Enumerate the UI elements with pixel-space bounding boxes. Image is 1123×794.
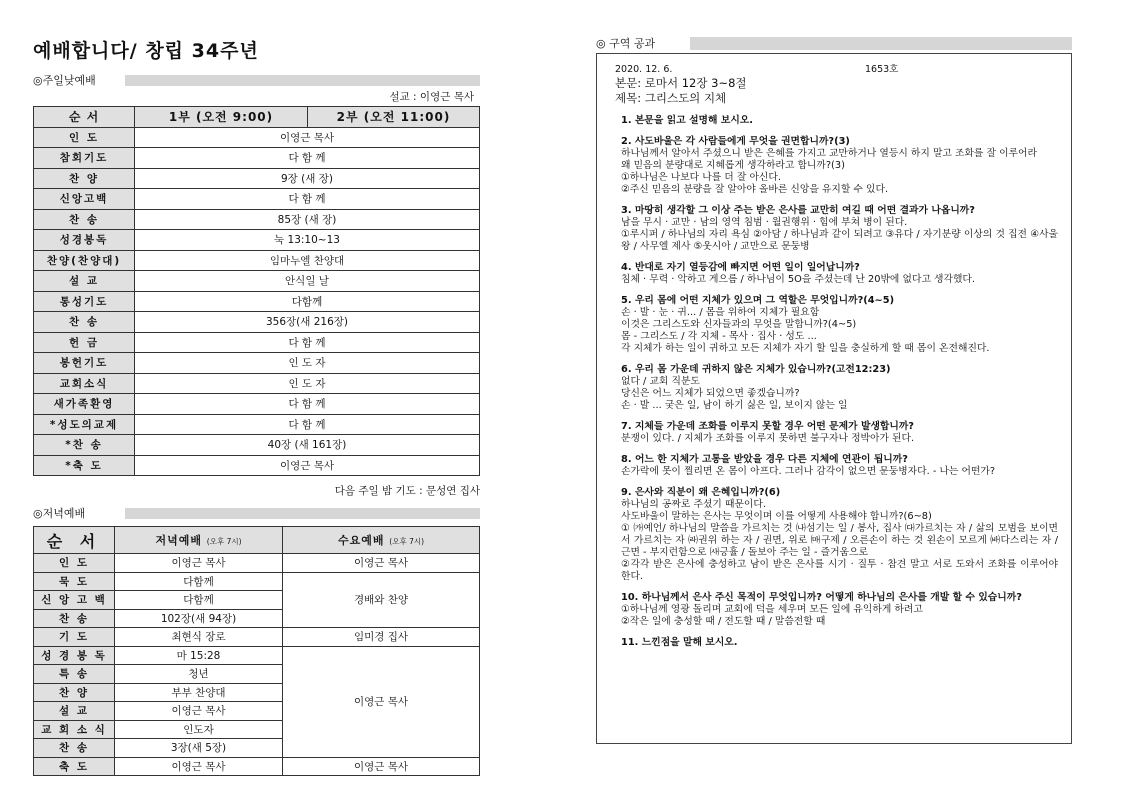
value-cell: 40장 (새 161장) xyxy=(135,435,480,456)
answer-line: 이것은 그리스도와 신자들과의 무엇을 말합니까?(4~5) xyxy=(621,319,857,330)
order-cell: 묵 도 xyxy=(34,572,115,591)
order-cell: 새가족환영 xyxy=(34,394,135,415)
sunday-service-table xyxy=(33,106,480,476)
value-cell: 85장 (새 장) xyxy=(135,209,480,230)
question: 11. 느낀점을 말해 보시오. xyxy=(621,637,738,648)
question: 10. 하나님께서 은사 주신 목적이 무엇입니까? 어떻게 하나님의 은사를 개발 할 수 있습니까? xyxy=(621,592,1022,603)
question: 1. 본문을 읽고 설명해 보시오. xyxy=(621,115,754,126)
value-cell: 다함께 xyxy=(135,291,480,312)
answer-line: 없다 / 교회 직분도 xyxy=(621,376,700,387)
answer-line: ①루시퍼 / 하나님의 자리 욕심 ②아담 / 하나님과 같이 되려고 ③유다 / 자기분량 이상의 것 집전 ④사울 왕 / 사무엘 제사 ⑤웃시아 / 교만으로 문둥병 xyxy=(621,229,1058,252)
evening-value-cell: 이영근 목사 xyxy=(115,757,283,776)
table-row xyxy=(34,271,480,292)
value-cell: 다 함 께 xyxy=(135,394,480,415)
value-cell: 이영근 목사 xyxy=(135,455,480,476)
order-cell: 찬 송 xyxy=(34,312,135,333)
value-cell: 9장 (새 장) xyxy=(135,168,480,189)
question-list xyxy=(615,115,1058,649)
section-bar xyxy=(125,508,480,519)
wednesday-value-cell: 경배와 찬양 xyxy=(283,572,480,628)
table-row xyxy=(34,353,480,374)
header-evening-label: 저녁예배 xyxy=(155,534,202,547)
order-cell: 찬 송 xyxy=(34,209,135,230)
order-cell: 설 교 xyxy=(34,271,135,292)
table-header-row xyxy=(34,107,480,128)
order-cell: 특 송 xyxy=(34,665,115,684)
table-row xyxy=(34,373,480,394)
value-cell: 인 도 자 xyxy=(135,373,480,394)
question: 6. 우리 몸 가운데 귀하지 않은 지체가 있습니까?(고전12:23) xyxy=(621,364,891,375)
table-row xyxy=(34,127,480,148)
answer-line: 침체 · 무력 · 악하고 게으름 / 하나님이 5O을 주셨는데 난 20밖에 없다고 생각했다. xyxy=(621,274,975,285)
table-row xyxy=(34,250,480,271)
order-cell: 찬 양 xyxy=(34,168,135,189)
sunday-section-header xyxy=(33,73,480,87)
order-cell: 통성기도 xyxy=(34,291,135,312)
left-page xyxy=(33,36,480,776)
table-row xyxy=(34,394,480,415)
header-order: 순 서 xyxy=(34,527,115,554)
answer-line: 왜 믿음의 분량대로 지혜롭게 생각하라고 합니까?(3) xyxy=(621,160,845,171)
date-line xyxy=(615,64,1058,76)
order-cell: *축 도 xyxy=(34,455,135,476)
table-row xyxy=(34,646,480,665)
header-evening-service xyxy=(115,527,283,554)
wednesday-value-cell: 이영근 목사 xyxy=(283,646,480,757)
table-row xyxy=(34,628,480,647)
table-row xyxy=(34,312,480,333)
cell-lesson-header xyxy=(596,36,1072,50)
wednesday-value-cell: 이영근 목사 xyxy=(283,757,480,776)
evening-section-header xyxy=(33,506,480,520)
question: 7. 지체들 가운데 조화를 이루지 못할 경우 어떤 문제가 발생합니까? xyxy=(621,421,914,432)
evening-value-cell: 인도자 xyxy=(115,720,283,739)
value-cell: 이영근 목사 xyxy=(135,127,480,148)
table-row xyxy=(34,757,480,776)
value-cell: 임마누엘 찬양대 xyxy=(135,250,480,271)
sunday-section-label: ◎주일낮예배 xyxy=(33,74,96,87)
right-page xyxy=(596,36,1072,744)
value-cell: 인 도 자 xyxy=(135,353,480,374)
header-wednesday-time: (오후 7시) xyxy=(389,537,425,546)
evening-value-cell: 다함께 xyxy=(115,591,283,610)
value-cell: 다 함 께 xyxy=(135,332,480,353)
answer-line: 사도바울이 말하는 은사는 무엇이며 이를 어떻게 사용해야 합니까?(6~8) xyxy=(621,511,932,522)
order-cell: 교회소식 xyxy=(34,373,135,394)
order-cell: 헌 금 xyxy=(34,332,135,353)
header-wednesday-label: 수요예배 xyxy=(337,534,385,547)
order-cell: 신앙고백 xyxy=(34,189,135,210)
evening-value-cell: 다함께 xyxy=(115,572,283,591)
answer-line: ②작은 일에 충성할 때 / 전도할 때 / 말씀전할 때 xyxy=(621,616,826,627)
evening-value-cell: 이영근 목사 xyxy=(115,702,283,721)
answer-line: 각 지체가 하는 일이 귀하고 모든 지체가 자기 할 일을 충실하게 할 때 몸이 온전해진다. xyxy=(621,343,990,354)
evening-table-body xyxy=(34,554,480,776)
answer-line: 분쟁이 있다. / 지체가 조화를 이루지 못하면 불구자나 정박아가 된다. xyxy=(621,433,915,444)
order-cell: 축 도 xyxy=(34,757,115,776)
wednesday-value-cell: 이영근 목사 xyxy=(283,554,480,573)
table-row xyxy=(34,414,480,435)
evening-value-cell: 이영근 목사 xyxy=(115,554,283,573)
question: 4. 반대로 자기 열등감에 빠지면 어떤 일이 일어납니까? xyxy=(621,262,860,273)
evening-value-cell: 부부 찬양대 xyxy=(115,683,283,702)
lesson-box xyxy=(596,53,1072,744)
table-row xyxy=(34,209,480,230)
value-cell: 356장(새 216장) xyxy=(135,312,480,333)
value-cell: 다 함 께 xyxy=(135,414,480,435)
answer-line: ①하나님께 영광 돌리며 교회에 덕을 세우며 모든 일에 유익하게 하려고 xyxy=(621,604,923,615)
evening-value-cell: 3장(새 5장) xyxy=(115,739,283,758)
value-cell: 눅 13:10~13 xyxy=(135,230,480,251)
table-row xyxy=(34,572,480,591)
table-row xyxy=(34,455,480,476)
answer-line: ②주신 믿음의 분량을 잘 알아야 올바른 신앙을 유지할 수 있다. xyxy=(621,184,889,195)
question: 9. 은사와 직분이 왜 은혜입니까?(6) xyxy=(621,487,781,498)
order-cell: 찬 송 xyxy=(34,609,115,628)
answer-line: ①하나님은 나보다 나를 더 잘 아신다. xyxy=(621,172,781,183)
order-cell: 기 도 xyxy=(34,628,115,647)
lesson-date: 2020. 12. 6. xyxy=(615,64,673,75)
header-second-service: 2부 (오전 11:00) xyxy=(308,107,480,128)
value-cell: 안식일 날 xyxy=(135,271,480,292)
order-cell: 인 도 xyxy=(34,127,135,148)
value-cell: 다 함 께 xyxy=(135,189,480,210)
answer-line: 당신은 어느 지체가 되었으면 좋겠습니까? xyxy=(621,388,800,399)
table-row xyxy=(34,230,480,251)
table-row xyxy=(34,148,480,169)
order-cell: 교 회 소 식 xyxy=(34,720,115,739)
answer-line: 손 · 발 ... 궂은 일, 남이 하기 싫은 일, 보이지 않는 일 xyxy=(621,400,848,411)
order-cell: 참회기도 xyxy=(34,148,135,169)
table-row xyxy=(34,332,480,353)
question: 8. 어느 한 지체가 고통을 받았을 경우 다른 지체에 연관이 됩니까? xyxy=(621,454,908,465)
table-row xyxy=(34,554,480,573)
answer-line: ① ㈎예언/ 하나님의 말씀을 가르치는 것 ㈏섬기는 일 / 봉사, 집사 ㈐가르치는 자 / 삶의 모범을 보이면서 가르치는 자 ㈑권위 하는 자 / 권면, 위로 ㈒구제 / 오른손이 하는 것 왼손이 모르게 ㈓다스리는 자 / 근면 - 부지런함으로 ㈔긍휼 / 돌보아 주는 일 - 즐거움으로 xyxy=(621,523,1058,558)
evening-value-cell: 최현식 장로 xyxy=(115,628,283,647)
lesson-title: 제목: 그리스도의 지체 xyxy=(615,91,727,105)
evening-section-label: ◎저녁예배 xyxy=(33,507,86,520)
value-cell: 다 함 께 xyxy=(135,148,480,169)
answer-line: 몸 - 그리스도 / 각 지체 - 목사 · 집사 · 성도 ... xyxy=(621,331,817,342)
answer-line: 남을 무시 · 교만 · 남의 영역 침범 · 월권행위 · 힘에 부쳐 병이 된다. xyxy=(621,217,908,228)
order-cell: *성도의교제 xyxy=(34,414,135,435)
table-row xyxy=(34,168,480,189)
order-cell: *찬 송 xyxy=(34,435,135,456)
question: 2. 사도바울은 각 사람들에게 무엇을 권면합니까?(3) xyxy=(621,136,850,147)
order-cell: 인 도 xyxy=(34,554,115,573)
issue-number: 1653호 xyxy=(865,64,899,75)
order-cell: 찬 송 xyxy=(34,739,115,758)
sunday-table-body xyxy=(34,127,480,476)
page-title: 예배합니다/ 창립 34주년 xyxy=(33,40,259,62)
answer-line: 하나님께서 알아서 주셨으니 받은 은혜를 가지고 교만하거나 열등시 하지 말고 조화를 잘 이루어라 xyxy=(621,148,1037,159)
answer-line: 손 · 발 · 눈 · 귀... / 몸을 위하여 지체가 필요함 xyxy=(621,307,820,318)
table-header-row xyxy=(34,527,480,554)
order-cell: 성경봉독 xyxy=(34,230,135,251)
evening-value-cell: 마 15:28 xyxy=(115,646,283,665)
header-first-service: 1부 (오전 9:00) xyxy=(135,107,308,128)
order-cell: 설 교 xyxy=(34,702,115,721)
question: 3. 마땅히 생각할 그 이상 주는 받은 은사를 교만히 여길 때 어떤 결과가 나옵니까? xyxy=(621,205,975,216)
header-evening-time: (오후 7시) xyxy=(206,537,242,546)
section-bar xyxy=(125,75,480,86)
evening-value-cell: 청년 xyxy=(115,665,283,684)
order-cell: 신 앙 고 백 xyxy=(34,591,115,610)
order-cell: 봉헌기도 xyxy=(34,353,135,374)
answer-line: 하나님의 공짜로 주셨기 때문이다. xyxy=(621,499,766,510)
header-wednesday-service xyxy=(283,527,480,554)
table-row xyxy=(34,435,480,456)
sunday-preacher: 설교 : 이영근 목사 xyxy=(389,91,474,103)
next-week-prayer: 다음 주일 밤 기도 : 문성연 집사 xyxy=(334,485,480,497)
wednesday-value-cell: 임미경 집사 xyxy=(283,628,480,647)
scripture-reference: 본문: 로마서 12장 3~8절 xyxy=(615,76,747,90)
cell-lesson-label: ◎ 구역 공과 xyxy=(596,37,656,50)
order-cell: 찬 양 xyxy=(34,683,115,702)
question: 5. 우리 몸에 어떤 지체가 있으며 그 역할은 무엇입니까?(4~5) xyxy=(621,295,895,306)
table-row xyxy=(34,291,480,312)
evening-service-table xyxy=(33,526,480,776)
answer-line: ②각각 받은 은사에 충성하고 남이 받은 은사를 시기 · 질투 · 참견 말고 서로 도와서 조화를 이루어야 한다. xyxy=(621,559,1058,582)
section-bar xyxy=(690,37,1072,50)
order-cell: 성 경 봉 독 xyxy=(34,646,115,665)
order-cell: 찬양(찬양대) xyxy=(34,250,135,271)
header-order: 순 서 xyxy=(34,107,135,128)
evening-value-cell: 102장(새 94장) xyxy=(115,609,283,628)
table-row xyxy=(34,189,480,210)
answer-line: 손가락에 못이 찔리면 온 몸이 아프다. 그러나 감각이 없으면 문둥병자다. - 나는 어떤가? xyxy=(621,466,996,477)
